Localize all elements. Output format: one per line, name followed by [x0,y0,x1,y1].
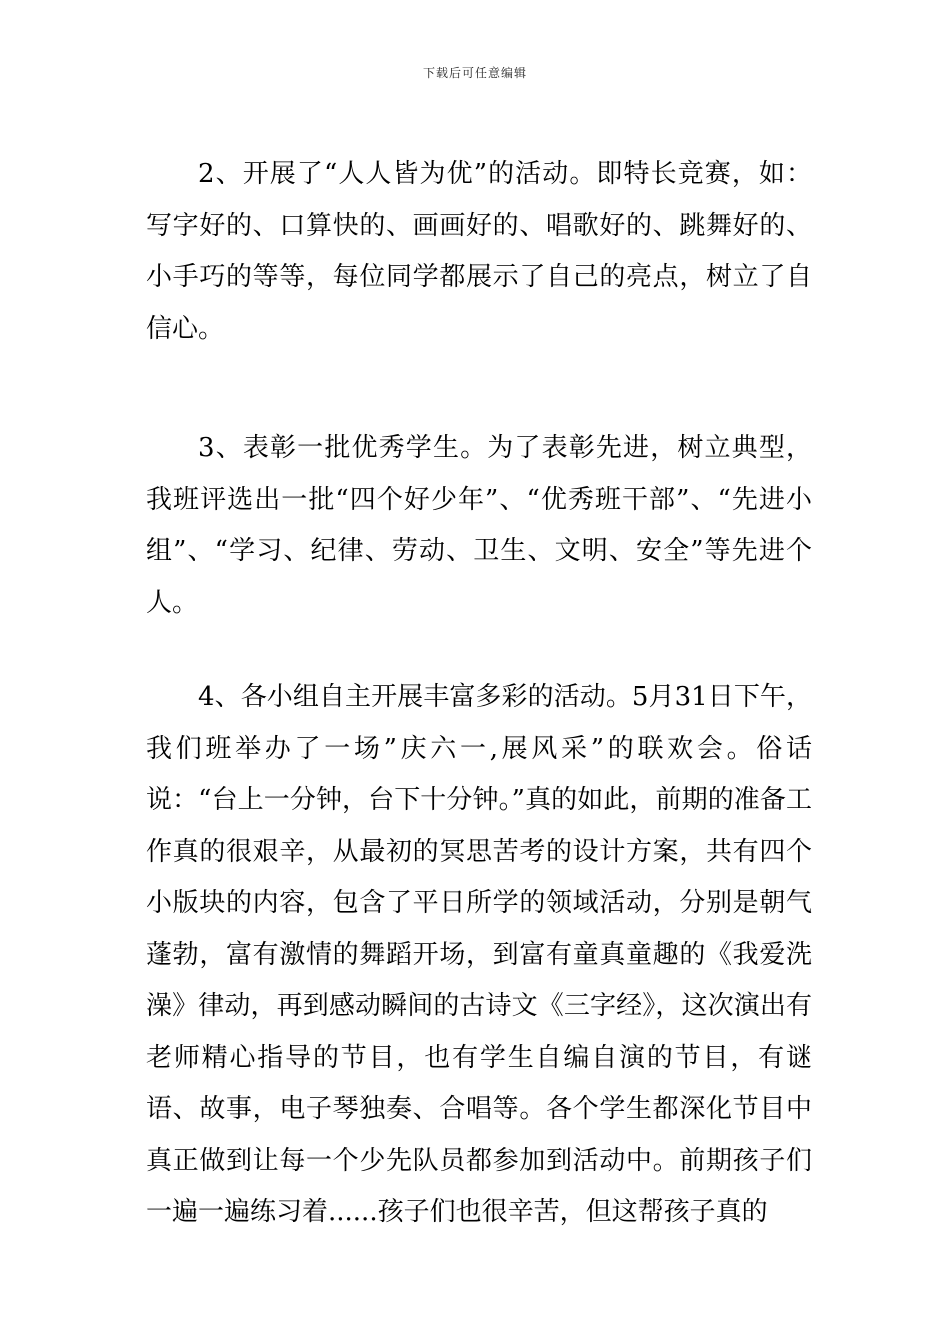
paragraph-4: 4、各小组自主开展丰富多彩的活动。5月31日下午，我们班举办了一场”庆六一,展风采”的联欢会。俗话说：“台上一分钟，台下十分钟。”真的如此，前期的准备工作真的很艰辛，从最初的冥思苦考的设计方案，共有四个小版块的内容，包含了平日所学的领域活动，分别是朝气蓬勃，富有激情的舞蹈开场，到富有童真童趣的《我爱洗澡》律动，再到感动瞬间的古诗文《三字经》，这次演出有老师精心指导的节目，也有学生自编自演的节目，有谜语、故事，电子琴独奏、合唱等。各个学生都深化节目中真正做到让每一个少先队员都参加到活动中。前期孩子们一遍一遍练习着......孩子们也很辛苦，但这帮孩子真的 [146,682,812,1227]
paragraph-3: 3、表彰一批优秀学生。为了表彰先进，树立典型，我班评选出一批“四个好少年”、“优秀班干部”、“先进小组”、“学习、纪律、劳动、卫生、文明、安全”等先进个人。 [146,433,812,618]
page-header: 下载后可任意编辑 [422,66,527,80]
paragraph-2: 2、开展了“人人皆为优”的活动。即特长竞赛，如：写字好的、口算快的、画画好的、唱歌好的、跳舞好的、小手巧的等等，每位同学都展示了自己的亮点，树立了自信心。 [146,159,812,344]
